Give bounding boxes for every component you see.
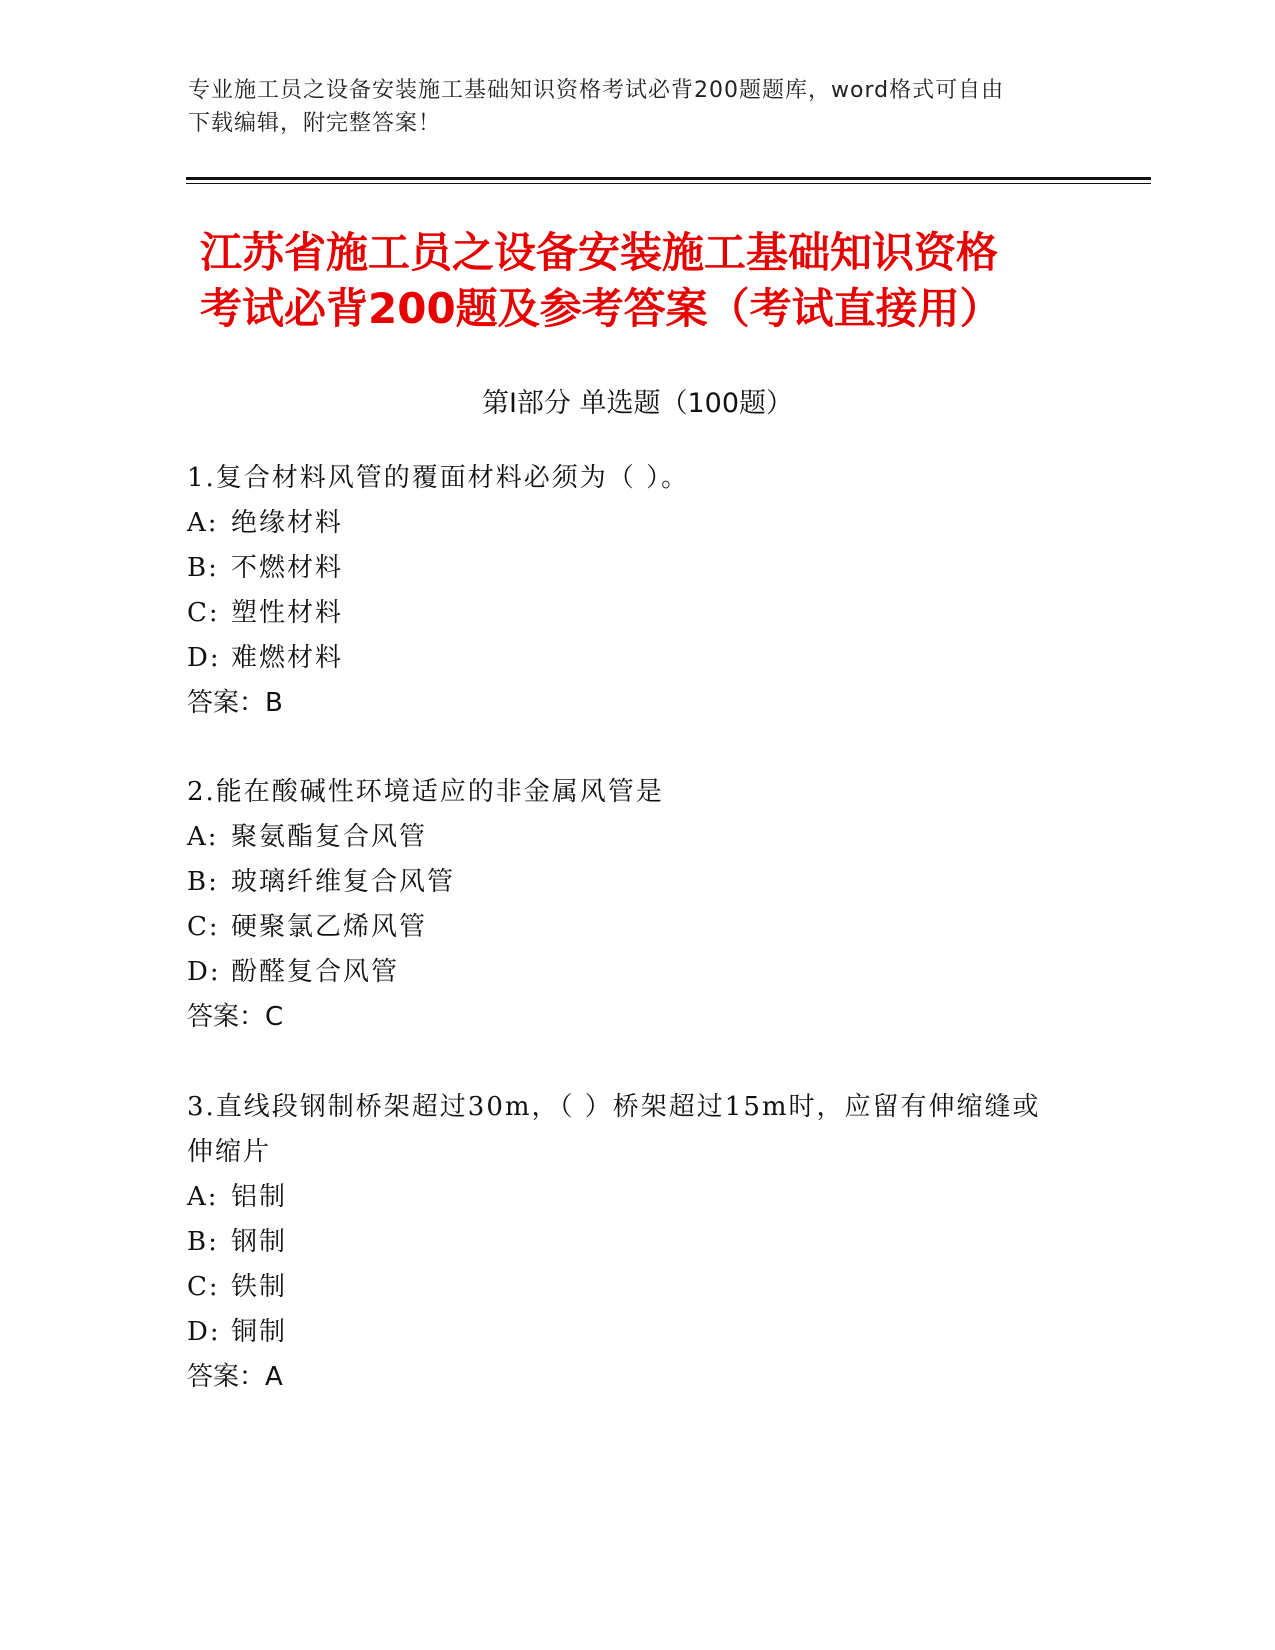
answer-line: 答案：B <box>187 688 283 718</box>
question-text: 2.能在酸碱性环境适应的非金属风管是 <box>187 777 664 807</box>
header-divider-thick <box>186 177 1151 180</box>
question-text: 3.直线段钢制桥架超过30m，（ ）桥架超过15m时，应留有伸缩缝或伸缩片 <box>187 1092 1041 1167</box>
option-text: 塑性材料 <box>231 598 344 628</box>
option-d <box>187 636 1067 681</box>
option-letter: C: <box>187 598 220 628</box>
option-text: 铁制 <box>231 1272 288 1302</box>
option-text: 硬聚氯乙烯风管 <box>231 912 428 942</box>
option-c <box>187 1265 1067 1310</box>
option-letter: D: <box>187 643 221 673</box>
option-c <box>187 905 1067 950</box>
title-line-1: 江苏省施工员之设备安装施工基础知识资格 <box>200 228 999 277</box>
option-a <box>187 1175 1067 1220</box>
option-text: 玻璃纤维复合风管 <box>231 867 456 897</box>
option-b <box>187 860 1067 905</box>
option-text: 钢制 <box>231 1227 288 1257</box>
option-letter: D: <box>187 1317 221 1347</box>
option-d <box>187 950 1067 995</box>
option-text: 铝制 <box>231 1182 288 1212</box>
intro-line-1: 专业施工员之设备安装施工基础知识资格考试必背200题题库，word格式可自由 <box>188 78 1005 103</box>
option-text: 聚氨酯复合风管 <box>231 822 428 852</box>
header-divider-thin <box>186 183 1151 184</box>
option-text: 铜制 <box>231 1317 288 1347</box>
option-a <box>187 815 1067 860</box>
question-2 <box>187 770 1067 1040</box>
title-line-2: 考试必背200题及参考答案（考试直接用） <box>200 284 1002 333</box>
option-b <box>187 546 1067 591</box>
option-a <box>187 501 1067 546</box>
option-d <box>187 1310 1067 1355</box>
option-letter: C: <box>187 912 220 942</box>
option-c <box>187 591 1067 636</box>
intro-line-2: 下载编辑，附完整答案！ <box>188 111 442 136</box>
option-letter: B: <box>187 1227 219 1257</box>
answer-line: 答案：C <box>187 1002 284 1032</box>
option-b <box>187 1220 1067 1265</box>
question-1 <box>187 456 1067 726</box>
question-text: 1.复合材料风管的覆面材料必须为（ ）。 <box>187 463 690 493</box>
option-text: 绝缘材料 <box>231 508 344 538</box>
option-letter: C: <box>187 1272 220 1302</box>
option-letter: A: <box>187 1182 219 1212</box>
question-3 <box>187 1085 1067 1400</box>
option-text: 不燃材料 <box>231 553 344 583</box>
option-text: 难燃材料 <box>231 643 344 673</box>
option-letter: D: <box>187 957 221 987</box>
intro-text <box>188 74 1068 140</box>
option-letter: A: <box>187 508 219 538</box>
document-title <box>200 225 1100 337</box>
option-letter: B: <box>187 867 219 897</box>
section-title: 第I部分 单选题（100题） <box>481 388 794 419</box>
option-text: 酚醛复合风管 <box>231 957 400 987</box>
option-letter: A: <box>187 822 219 852</box>
option-letter: B: <box>187 553 219 583</box>
answer-line: 答案：A <box>187 1362 283 1392</box>
